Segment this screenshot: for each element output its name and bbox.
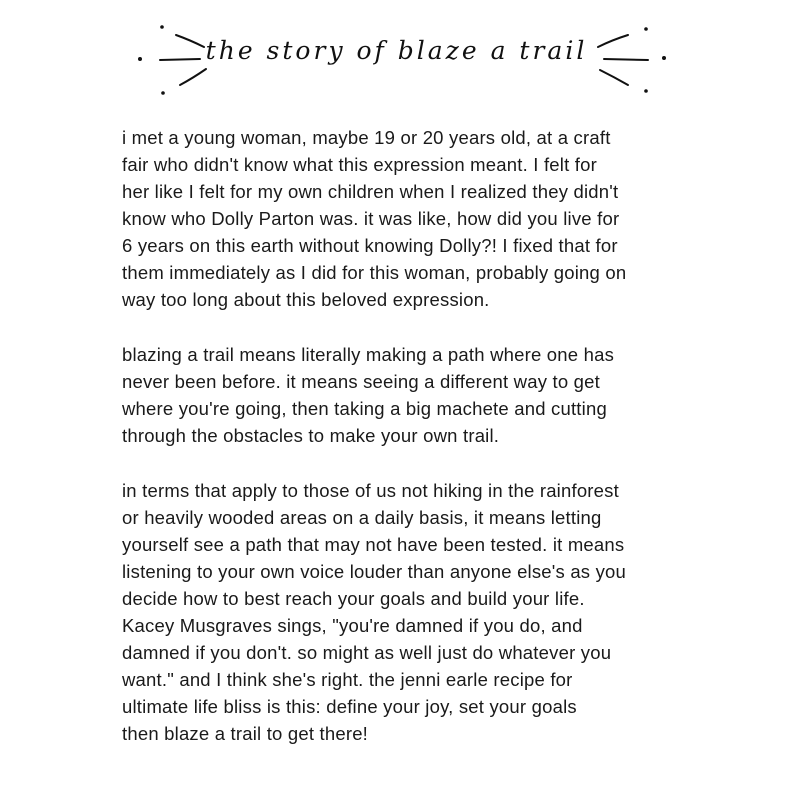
story-body bbox=[122, 124, 682, 775]
paragraph-trail-meaning: blazing a trail means literally making a path where one has never been before. it means seeing a different way to get where you're going, then taking a big machete and cutting through the obstacles to make your own trail. bbox=[122, 344, 615, 446]
header bbox=[0, 0, 793, 110]
paragraph-craft-fair: i met a young woman, maybe 19 or 20 years old, at a craft fair who didn't know what this expression meant. I felt for her like I felt for my own children when I realized they didn't know who Dolly Parton was. it was like, how did you live for 6 years on this earth without knowing Dolly?! I fixed that for them immediately as I did for this woman, probably going on way too long about this beloved expression. bbox=[122, 127, 627, 310]
page-title: the story of blaze a trail bbox=[205, 36, 588, 65]
paragraph-life-application: in terms that apply to those of us not hiking in the rainforest or heavily wooded areas on a daily basis, it means letting yourself see a path that may not have been tested. it means listening to your own voice louder than anyone else's as you decide how to best reach your goals and build your life. Kacey Musgraves sings, "you're damned if you do, and damned if you don't. so might as well just do whatever you want." and I think she's right. the jenni earle recipe for ultimate life bliss is this: define your joy, set your goals then blaze a trail to get there! bbox=[122, 480, 627, 744]
